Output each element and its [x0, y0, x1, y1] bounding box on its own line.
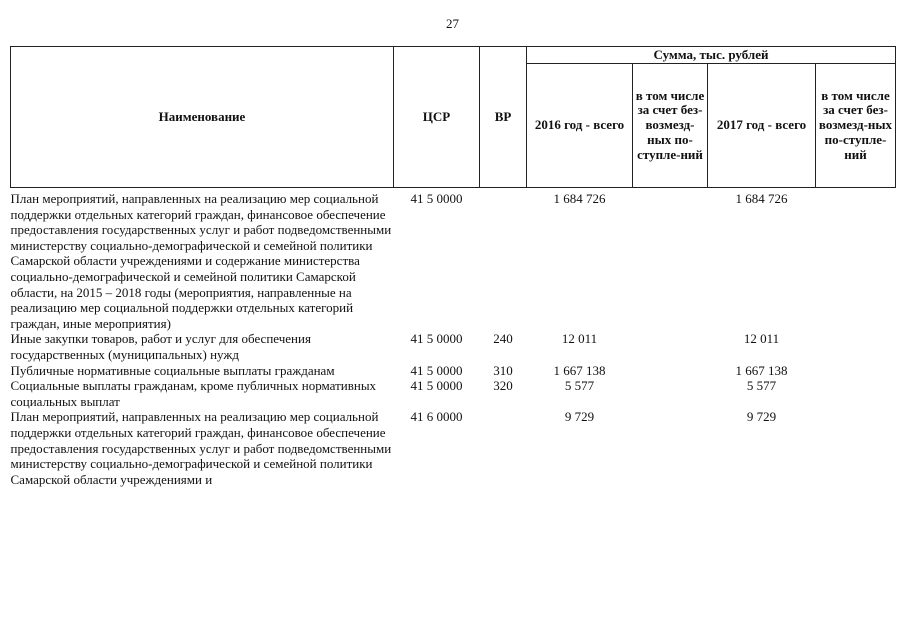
row-csr: 41 5 0000	[410, 362, 463, 378]
row-2016-grants	[633, 363, 708, 379]
row-2017-total: 9 729	[746, 409, 777, 425]
row-2017-grants	[816, 409, 896, 487]
row-vr: 320	[493, 378, 513, 394]
column-header-2017-grants: в том числе за счет без-возмезд-ных по-ступле-ний	[816, 64, 896, 188]
row-2016-total: 12 011	[561, 331, 598, 347]
table-row	[11, 363, 896, 379]
column-header-vr: ВР	[480, 47, 527, 188]
row-name: Публичные нормативные социальные выплаты гражданам	[10, 362, 335, 378]
column-header-2017-total: 2017 год - всего	[708, 64, 816, 188]
row-2017-total: 12 011	[743, 331, 780, 347]
row-2017-total: 5 577	[746, 378, 777, 394]
column-header-2016-total: 2016 год - всего	[527, 64, 633, 188]
row-2017-grants	[816, 363, 896, 379]
budget-table	[10, 46, 896, 487]
row-name: План мероприятий, направленных на реализацию мер социальной поддержки отдельных категорий граждан, финансовое обеспечение предоставления государственных услуг и работ подведомственными министерству социально-демографической и семейной политики Самарской области учреждениями и	[10, 409, 392, 487]
row-name: Иные закупки товаров, работ и услуг для обеспечения государственных (муниципальных) нужд	[10, 331, 311, 362]
table-header	[11, 47, 896, 188]
row-2016-total: 9 729	[564, 409, 595, 425]
row-name: Социальные выплаты гражданам, кроме публичных нормативных социальных выплат	[10, 378, 377, 409]
row-csr: 41 5 0000	[410, 191, 463, 206]
row-2017-total: 1 667 138	[735, 362, 788, 378]
column-header-name: Наименование	[11, 47, 394, 188]
row-vr	[480, 409, 527, 487]
table-row	[11, 331, 896, 362]
table-row	[11, 409, 896, 487]
row-2017-grants	[816, 331, 896, 362]
column-header-csr: ЦСР	[394, 47, 480, 188]
column-header-2016-grants: в том числе за счет без-возмезд-ных по-ступле-ний	[633, 64, 708, 188]
row-2016-grants	[633, 409, 708, 487]
table-body	[11, 188, 896, 488]
row-2016-grants	[633, 331, 708, 362]
row-vr: 310	[493, 362, 513, 378]
row-2017-total: 1 684 726	[735, 191, 788, 206]
row-name: План мероприятий, направленных на реализацию мер социальной поддержки отдельных категорий граждан, финансовое обеспечение предоставления государственных услуг и работ подведомственными министерству социально-демографической и семейной политики Самарской области учреждениями и содержание министерства социально-демографической и семейной политики Самарской области, на 2015 – 2018 годы (мероприятия, направленные на реализацию мер социальной поддержки отдельных категорий граждан, иные мероприятия)	[10, 191, 392, 331]
column-header-sum-group: Сумма, тыс. рублей	[527, 47, 896, 64]
row-csr: 41 5 0000	[410, 378, 463, 394]
row-2017-grants	[816, 378, 896, 409]
row-csr: 41 6 0000	[410, 409, 463, 425]
row-2016-grants	[633, 378, 708, 409]
row-2016-total: 5 577	[564, 378, 595, 394]
row-vr	[480, 188, 527, 332]
page-number: 27	[446, 16, 459, 31]
row-vr: 240	[493, 331, 513, 347]
row-2016-total: 1 667 138	[553, 362, 606, 378]
row-2016-grants	[633, 188, 708, 332]
table-row	[11, 378, 896, 409]
row-2016-total: 1 684 726	[553, 191, 606, 206]
row-csr: 41 5 0000	[410, 331, 463, 347]
row-2017-grants	[816, 188, 896, 332]
table-row	[11, 188, 896, 332]
